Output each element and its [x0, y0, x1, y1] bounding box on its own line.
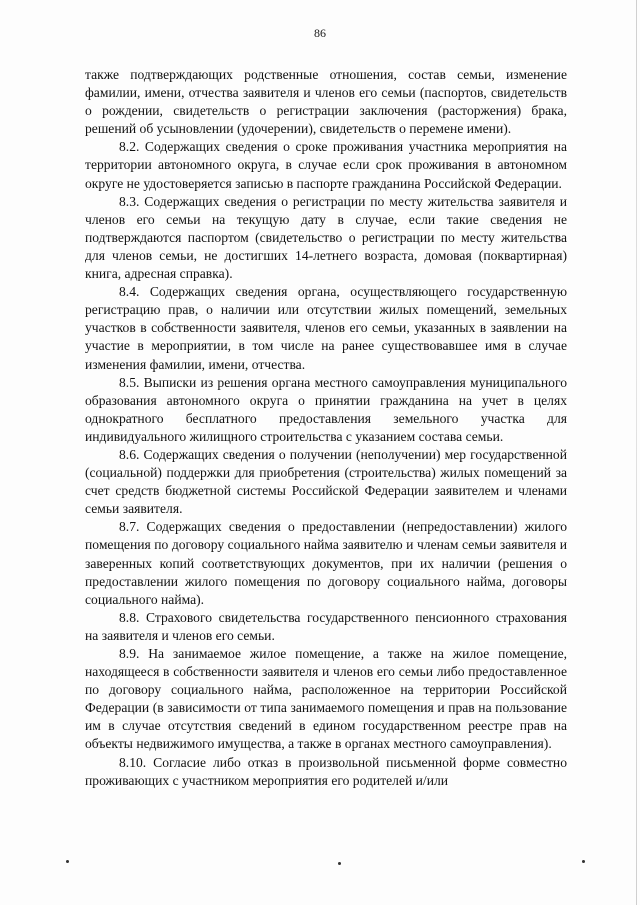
paragraph-8-5: 8.5. Выписки из решения органа местного самоуправления муниципального образования автономного округа о принятии гражданина на учет в целях однократного бесплатного предоставления земельного участка для индивидуального жилищного строительства с указанием состава семьи.: [85, 374, 567, 444]
scan-speck: [582, 860, 585, 863]
paragraph-8-7: 8.7. Содержащих сведения о предоставлении (непредоставлении) жилого помещения по договору социального найма заявителю и членам семьи заявителя и заверенных копий соответствующих документов, при их наличии (решения о предоставлении жилого помещения по договору социального найма, договоры социального найма).: [85, 519, 567, 607]
document-body: [85, 66, 567, 790]
scan-speck: [66, 860, 69, 863]
paragraph-8-3: 8.3. Содержащих сведения о регистрации по месту жительства заявителя и членов его семьи на текущую дату в случае, если такие сведения не подтверждаются паспортом (свидетельство о регистрации по месту жительства для членов семьи, не достигших 14-летнего возраста, домовая (поквартирная) книга, адресная справка).: [85, 193, 567, 282]
page-number: 86: [314, 26, 326, 40]
scan-speck: [338, 862, 341, 865]
paragraph-8-10: 8.10. Согласие либо отказ в произвольной письменной форме совместно проживающих с участником мероприятия его родителей и/или: [85, 754, 567, 788]
paragraph-8-9: 8.9. На занимаемое жилое помещение, а также на жилое помещение, находящееся в собственности заявителя и членов его семьи либо предоставленное по договору социального найма, расположенное на территории Российской Федерации (в зависимости от типа занимаемого помещения и прав на пользование им в случае отсутствия сведений в едином государственном реестре прав на объекты недвижимого имущества, а также в органах местного самоуправления).: [85, 646, 567, 752]
scan-edge: [636, 0, 637, 905]
paragraph-continuation: также подтверждающих родственные отношения, состав семьи, изменение фамилии, имени, отчества заявителя и членов его семьи (паспортов, свидетельств о рождении, свидетельств о регистрации заключения (расторжения) брака, решений об усыновлении (удочерении), свидетельств о перемене имени).: [85, 67, 567, 137]
paragraph-8-8: 8.8. Страхового свидетельства государственного пенсионного страхования на заявителя и членов его семьи.: [85, 609, 567, 643]
paragraph-8-4: 8.4. Содержащих сведения органа, осуществляющего государственную регистрацию прав, о наличии или отсутствии жилых помещений, земельных участков в собственности заявителя, членов его семьи, указанных в заявлении на участие в мероприятии, в том числе на ранее существовавшее имя в случае изменения фамилии, имени, отчества.: [85, 284, 567, 372]
paragraph-8-6: 8.6. Содержащих сведения о получении (неполучении) мер государственной (социальной) поддержки для приобретения (строительства) жилых помещений за счет средств бюджетной системы Российской Федерации заявителем и членами семьи заявителя.: [85, 446, 567, 517]
paragraph-8-2: 8.2. Содержащих сведения о сроке проживания участника мероприятия на территории автономного округа, в случае если срок проживания в автономном округе не удостоверяется записью в паспорте гражданина Российской Федерации.: [85, 139, 567, 191]
